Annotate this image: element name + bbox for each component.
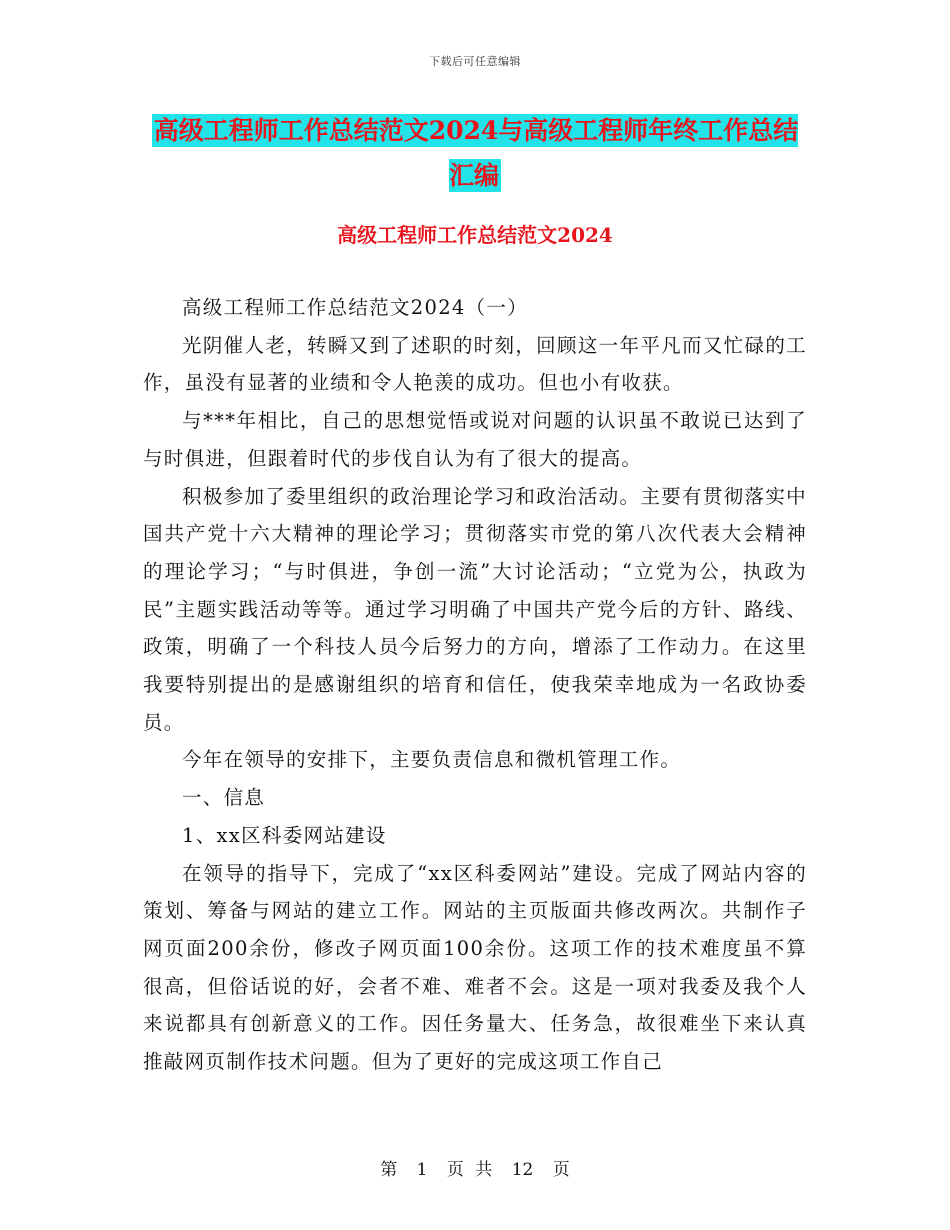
page-footer [0,1155,950,1180]
paragraph: 在领导的指导下，完成了“xx区科委网站”建设。完成了网站内容的策划、筹备与网站的建立工作。网站的主页版面共修改两次。共制作子网页面200余份，修改子网页面100余份。这项工作的技术难度虽不算很高，但俗话说的好，会者不难、难者不会。这是一项对我委及我个人来说都具有创新意义的工作。因任务量大、任务急，故很难坐下来认真推敲网页制作技术问题。但为了更好的完成这项工作自己 [143,861,807,1074]
paragraph: 今年在领导的安排下，主要负责信息和微机管理工作。 [182,748,682,772]
list-heading: 一、信息 [182,786,266,810]
section-title: 高级工程师工作总结范文2024 [337,223,613,247]
paragraph: 积极参加了委里组织的政治理论学习和政治活动。主要有贯彻落实中国共产党十六大精神的理论学习；贯彻落实市党的第八次代表大会精神的理论学习；“与时俱进，争创一流”大讨论活动；“立党为公，执政为民”主题实践活动等等。通过学习明确了中国共产党今后的方针、路线、政策，明确了一个科技人员今后努力的方向，增添了工作动力。在这里我要特别提出的是感谢组织的培育和信任，使我荣幸地成为一名政协委员。 [143,484,807,734]
total-pages: 12 [511,1160,534,1180]
footer-prefix: 第 [380,1160,398,1180]
header-note: 下载后可任意编辑 [429,55,521,68]
document-title [150,108,800,198]
document-title-text: 高级工程师工作总结范文2024与高级工程师年终工作总结汇编 [153,116,799,190]
document-body [143,289,807,1081]
paragraph: 与***年相比，自己的思想觉悟或说对问题的认识虽不敢说已达到了与时俱进，但跟着时代的步伐自认为有了很大的提高。 [143,409,807,470]
page-number: 1 [416,1160,428,1180]
footer-suffix: 页 [552,1160,570,1180]
paragraph: 光阴催人老，转瞬又到了述职的时刻，回顾这一年平凡而又忙碌的工作，虽没有显著的业绩和令人艳羡的成功。但也小有收获。 [143,333,807,395]
list-subheading: 1、xx区科委网站建设 [182,823,387,847]
paragraph-subheading: 高级工程师工作总结范文2024（一） [182,296,529,319]
footer-mid: 页 共 [446,1160,493,1180]
